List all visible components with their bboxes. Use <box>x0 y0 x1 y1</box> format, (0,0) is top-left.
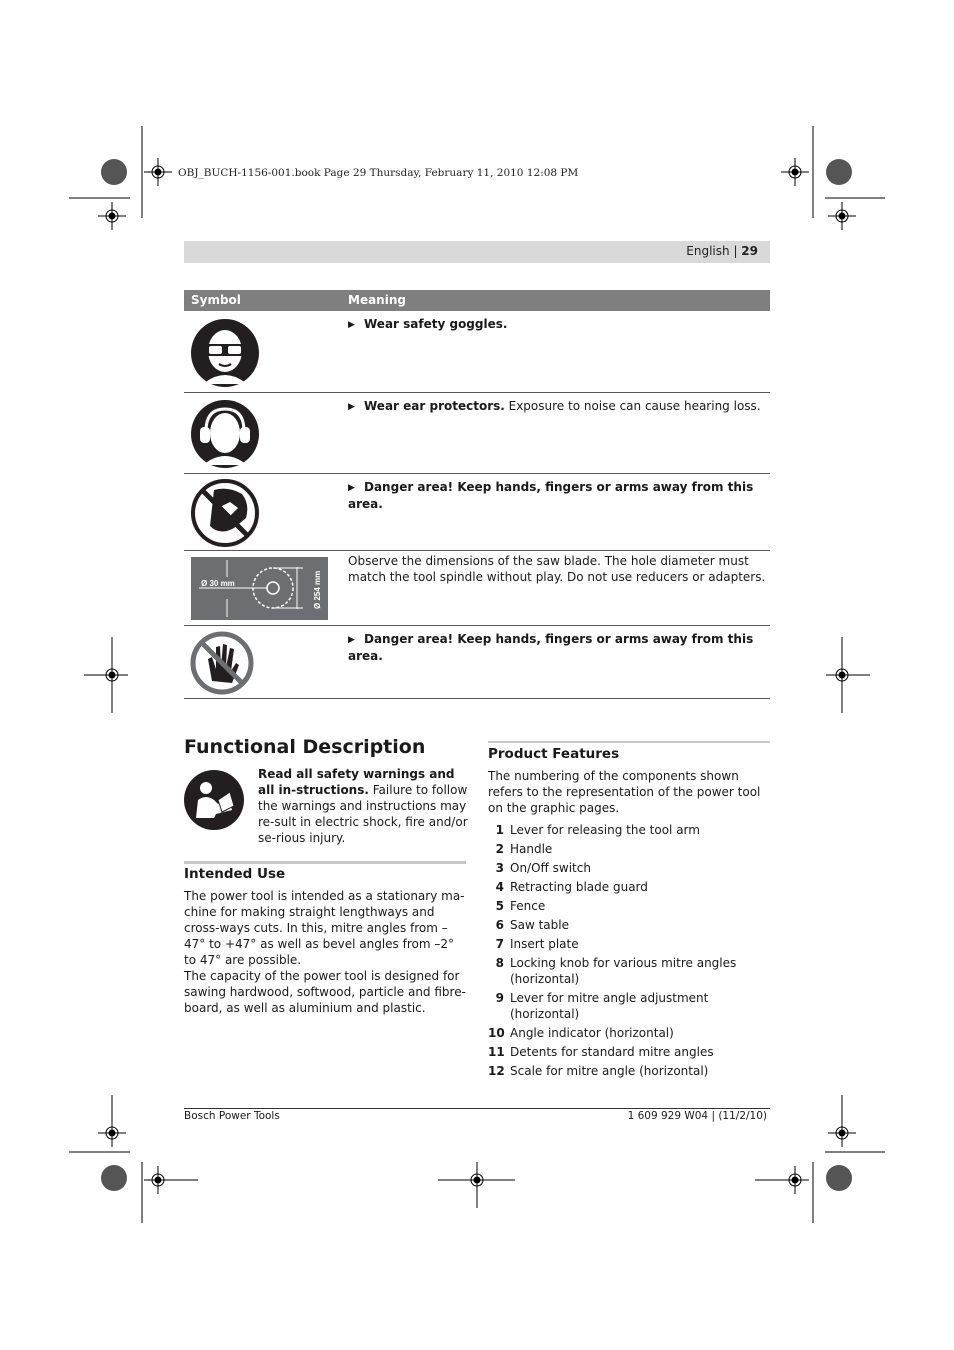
row-3-bold: Danger area! Keep hands, fingers or arms away from this area. <box>348 480 754 511</box>
list-item: 8 Locking knob for various mitre angles (horizontal) <box>495 956 737 986</box>
features-list <box>488 822 773 1082</box>
footer-doc-number: 1 609 929 W04 | (11/2/10) <box>627 1110 767 1122</box>
safety-goggles-icon <box>190 318 260 388</box>
list-item: 10 Angle indicator (horizontal) <box>488 1026 674 1040</box>
list-item: 5 Fence <box>495 899 546 913</box>
table-row: ▶ Danger area! Keep hands, fingers or arms away from this area. <box>184 626 770 699</box>
table-row: ▶ Wear safety goggles. <box>184 311 770 393</box>
header-language: English <box>686 244 730 258</box>
table-header <box>184 290 770 311</box>
no-hands-danger-icon <box>190 478 260 548</box>
footer-rule <box>184 1108 770 1109</box>
intended-use-title: Intended Use <box>184 866 286 882</box>
row-4-text: Observe the dimensions of the saw blade. The hole diameter must match the tool spindle without play. Do not use reducers or adapters. <box>348 554 766 584</box>
list-item: 4 Retracting blade guard <box>495 880 648 894</box>
list-item: 12 Scale for mitre angle (horizontal) <box>488 1064 709 1078</box>
safety-warning-text: Read all safety warnings and all in-structions. Failure to follow the warnings and instructions may re-sult in electric shock, fire and/or se-rious injury. <box>258 767 468 845</box>
read-manual-icon <box>184 770 245 831</box>
col-meaning: Meaning <box>348 293 406 307</box>
list-item: 2 Handle <box>495 842 553 856</box>
table-row: ▶ Danger area! Keep hands, fingers or arms away from this area. <box>184 474 770 551</box>
row-2-bold: Wear ear protectors. <box>364 399 505 413</box>
page-header: English | 29 <box>184 241 770 263</box>
print-info-line: OBJ_BUCH-1156-001.book Page 29 Thursday, February 11, 2010 12:08 PM <box>178 167 579 179</box>
col-symbol: Symbol <box>191 293 241 307</box>
row-1-bold: Wear safety goggles. <box>364 317 508 331</box>
intended-use-text: The power tool is intended as a stationary ma-chine for making straight lengthways and cross-ways cuts. In this, mitre angles from –47° to +47° as well as bevel angles from –2° to 47° are possible. The capacity of the power tool is designed for sawing hardwood, softwood, particle and fibre-board, as well as aluminium and plastic. <box>184 889 466 1015</box>
list-item: 11 Detents for standard mitre angles <box>488 1045 714 1059</box>
section-rule <box>184 861 466 864</box>
page-number: 29 <box>741 244 758 258</box>
table-row <box>184 551 770 626</box>
saw-blade-dimensions-icon <box>191 557 328 620</box>
blade-diameter-label: Ø 254 mm <box>313 570 322 609</box>
footer-brand: Bosch Power Tools <box>184 1110 280 1122</box>
list-item: 3 On/Off switch <box>495 861 591 875</box>
list-item: 1 Lever for releasing the tool arm <box>495 823 700 837</box>
list-item: 9 Lever for mitre angle adjustment (horizontal) <box>495 991 709 1021</box>
section-rule <box>488 741 770 743</box>
product-features-intro: The numbering of the components shown refers to the representation of the power tool on the graphic pages. <box>488 769 761 815</box>
list-item: 7 Insert plate <box>495 937 579 951</box>
row-5-bold: Danger area! Keep hands, fingers or arms away from this area. <box>348 632 754 663</box>
ear-protectors-icon <box>190 399 260 469</box>
list-item: 6 Saw table <box>495 918 569 932</box>
product-features-title: Product Features <box>488 746 620 762</box>
no-hand-icon <box>190 631 254 695</box>
section-title: Functional Description <box>184 736 426 758</box>
hole-diameter-label: Ø 30 mm <box>201 579 235 588</box>
table-row: ▶ Wear ear protectors. Exposure to noise can cause hearing loss. <box>184 393 770 474</box>
